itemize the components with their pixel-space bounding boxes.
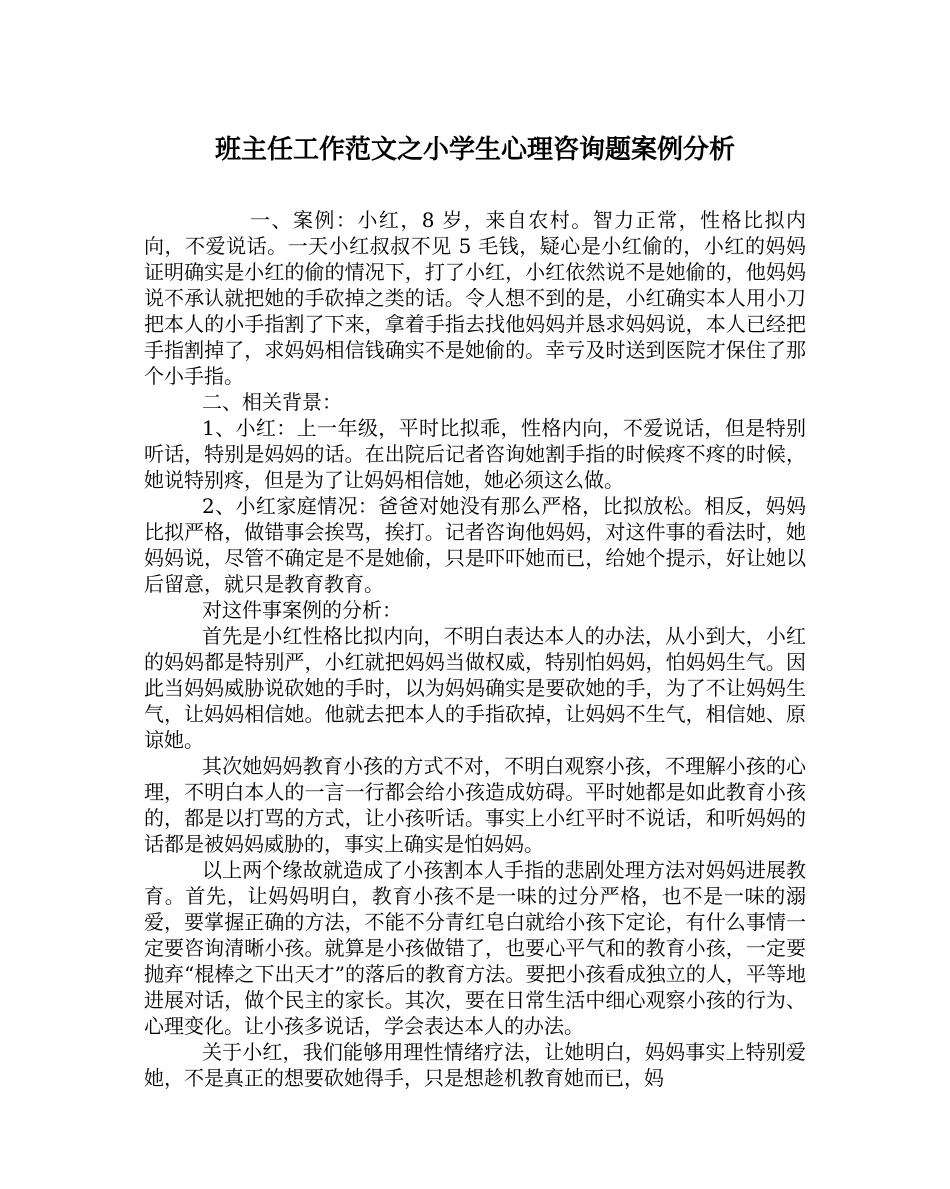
paragraph-background-family: 2、小红家庭情况：爸爸对她没有那么严格，比拟放松。相反，妈妈比拟严格，做错事会挨骂，挨打。记者咨询他妈妈，对这件事的看法时，她妈妈说，尽管不确定是不是她偷，只是吓吓她而已，给她个提示，好让她以后留意，就只是教育教育。: [144, 494, 806, 596]
paragraph-therapy: 关于小红，我们能够用理性情绪疗法，让她明白，妈妈事实上特别爱她，不是真正的想要砍她得手，只是想趁机教育她而已，妈: [144, 1040, 806, 1090]
paragraph-background-child: 1、小红：上一年级，平时比拟乖，性格内向，不爱说话，但是特别听话，特别是妈妈的话。在出院后记者咨询她割手指的时候疼不疼的时候，她说特别疼，但是为了让妈妈相信她，她必须这么做。: [144, 416, 806, 492]
paragraph-analysis-second: 其次她妈妈教育小孩的方式不对，不明白观察小孩，不理解小孩的心理，不明白本人的一言一行都会给小孩造成妨碍。平时她都是如此教育小孩的，都是以打骂的方式，让小孩听话。事实上小红平时不说话，和听妈妈的话都是被妈妈威胁的，事实上确实是怕妈妈。: [144, 754, 806, 856]
paragraph-analysis-heading: 对这件事案例的分析：: [202, 598, 402, 622]
paragraph-solution: 以上两个缘故就造成了小孩割本人手指的悲剧处理方法对妈妈进展教育。首先，让妈妈明白，教育小孩不是一味的过分严格，也不是一味的溺爱，要掌握正确的方法，不能不分青红皂白就给小孩下定论，有什么事情一定要咨询清晰小孩。就算是小孩做错了，也要心平气和的教育小孩，一定要抛弃“棍棒之下出天才”的落后的教育方法。要把小孩看成独立的人，平等地进展对话，做个民主的家长。其次，要在日常生活中细心观察小孩的行为、心理变化。让小孩多说话，学会表达本人的办法。: [144, 858, 806, 1038]
paragraph-analysis-first: 首先是小红性格比拟内向，不明白表达本人的办法，从小到大，小红的妈妈都是特别严，小红就把妈妈当做权威，特别怕妈妈，怕妈妈生气。因此当妈妈威胁说砍她的手时，以为妈妈确实是要砍她的手，为了不让妈妈生气，让妈妈相信她。他就去把本人的手指砍掉，让妈妈不生气，相信她、原谅她。: [144, 624, 806, 752]
paragraph-background-heading: 二、相关背景：: [202, 390, 342, 414]
paragraph-case: 一、案例：小红，8 岁，来自农村。智力正常，性格比拟内向，不爱说话。一天小红叔叔不见 5 毛钱，疑心是小红偷的，小红的妈妈证明确实是小红的偷的情况下，打了小红，小红依然说不是她偷的，他妈妈说不承认就把她的手砍掉之类的话。令人想不到的是，小红确实本人用小刀把本人的小手指割了下来，拿着手指去找他妈妈并恳求妈妈说，本人已经把手指割掉了，求妈妈相信钱确实不是她偷的。幸亏及时送到医院才保住了那个小手指。: [144, 208, 806, 388]
document-body: [144, 207, 806, 1091]
document-title: 班主任工作范文之小学生心理咨询题案例分析: [214, 135, 735, 165]
